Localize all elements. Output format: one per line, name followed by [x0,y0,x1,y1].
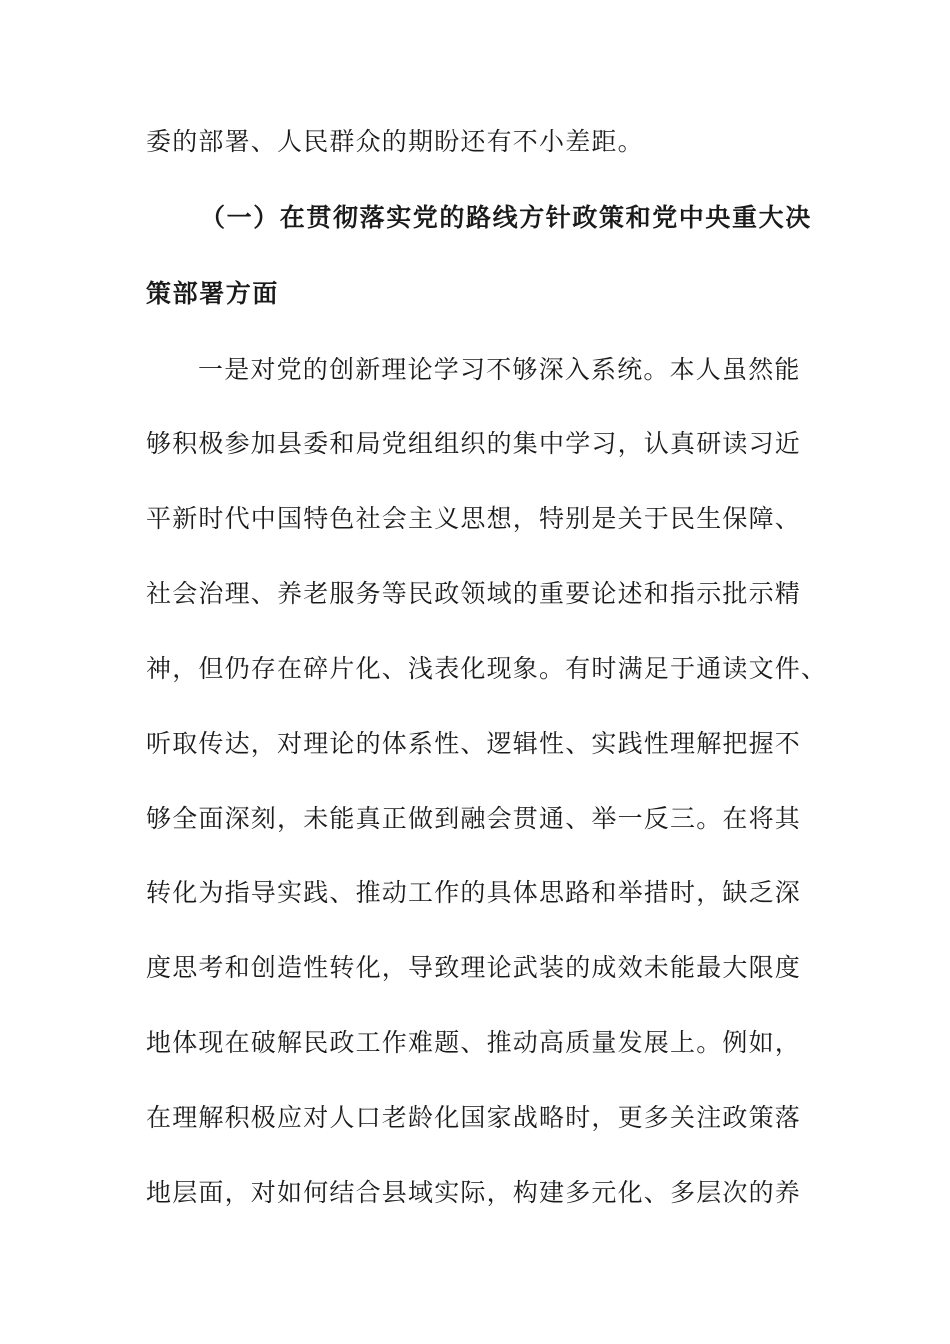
paragraph-line: 委的部署、人民群众的期盼还有不小差距。 [146,127,644,156]
paragraph-line: 够全面深刻，未能真正做到融会贯通、举一反三。在将其 [146,804,802,833]
section-heading-line: （一）在贯彻落实党的路线方针政策和党中央重大决 [200,203,812,232]
paragraph-line: 听取传达，对理论的体系性、逻辑性、实践性理解把握不 [146,729,802,758]
paragraph-line: 地层面，对如何结合县域实际，构建多元化、多层次的养 [146,1178,802,1207]
paragraph-line: 转化为指导实践、推动工作的具体思路和举措时，缺乏深 [146,878,802,907]
paragraph-line: 一是对党的创新理论学习不够深入系统。本人虽然能 [198,355,801,384]
paragraph-line: 社会治理、养老服务等民政领域的重要论述和指示批示精 [146,579,802,608]
paragraph-line: 在理解积极应对人口老龄化国家战略时，更多关注政策落 [146,1103,802,1132]
section-heading-line: 策部署方面 [146,279,280,308]
paragraph-line: 平新时代中国特色社会主义思想，特别是关于民生保障、 [146,504,802,533]
paragraph-line: 够积极参加县委和局党组组织的集中学习，认真研读习近 [146,429,802,458]
paragraph-line: 地体现在破解民政工作难题、推动高质量发展上。例如， [146,1028,802,1057]
paragraph-line: 神，但仍存在碎片化、浅表化现象。有时满足于通读文件、 [146,654,828,683]
paragraph-line: 度思考和创造性转化，导致理论武装的成效未能最大限度 [146,953,802,982]
